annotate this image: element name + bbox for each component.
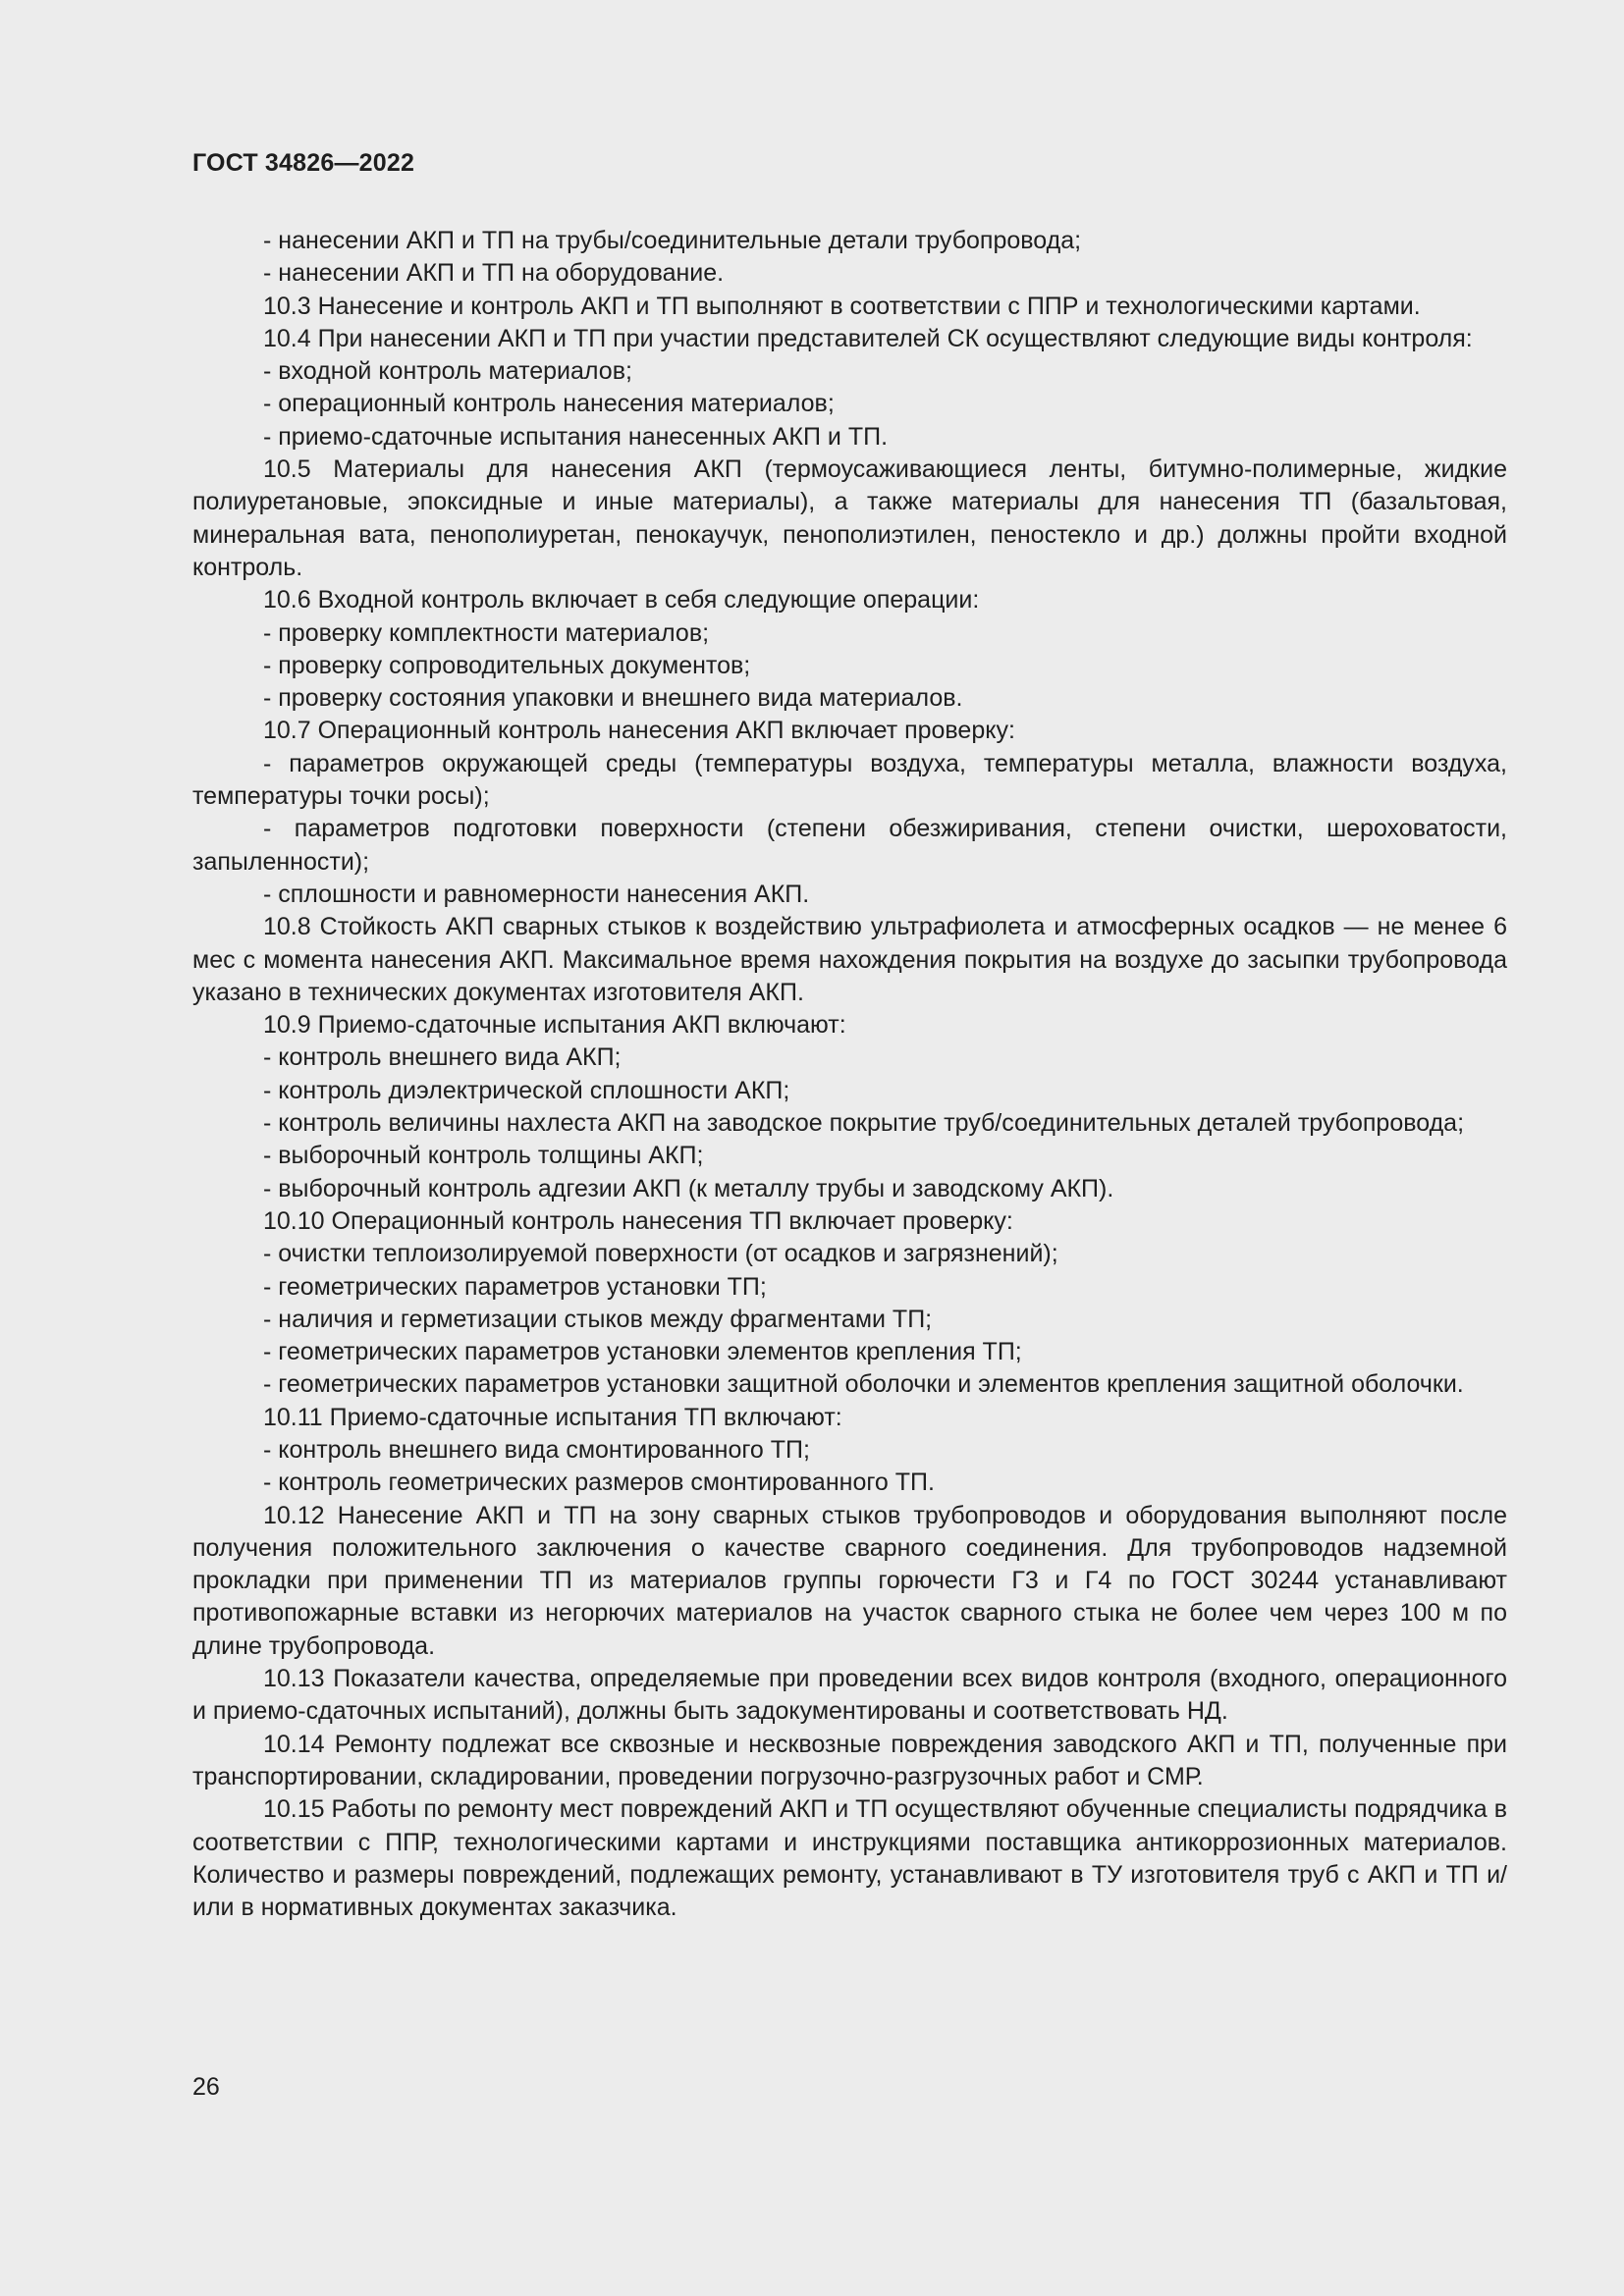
list-item: - выборочный контроль толщины АКП;: [263, 1142, 704, 1170]
list-item: - контроль внешнего вида АКП;: [263, 1043, 622, 1072]
list-item: - параметров окружающей среды (температуры воздуха, температуры металла, влажности воздуха, температуры точки росы);: [192, 749, 1507, 811]
document-body: [192, 225, 1507, 1924]
paragraph: 10.4 При нанесении АКП и ТП при участии представителей СК осуществляют следующие виды контроля:: [263, 324, 1473, 352]
list-item: - очистки теплоизолируемой поверхности (от осадков и загрязнений);: [263, 1240, 1058, 1268]
list-item: - приемо-сдаточные испытания нанесенных АКП и ТП.: [263, 422, 889, 451]
list-item: - проверку состояния упаковки и внешнего вида материалов.: [263, 684, 963, 713]
list-item: - геометрических параметров установки элементов крепления ТП;: [263, 1338, 1022, 1366]
list-item: - входной контроль материалов;: [263, 357, 632, 386]
document-header-title: ГОСТ 34826—2022: [192, 149, 415, 177]
paragraph: 10.7 Операционный контроль нанесения АКП включает проверку:: [263, 717, 1015, 745]
paragraph: 10.10 Операционный контроль нанесения ТП включает проверку:: [263, 1206, 1013, 1235]
paragraph: 10.11 Приемо-сдаточные испытания ТП включают:: [263, 1403, 842, 1431]
list-item: - проверку комплектности материалов;: [263, 618, 710, 647]
list-item: - контроль геометрических размеров смонтированного ТП.: [263, 1468, 935, 1497]
paragraph: 10.5 Материалы для нанесения АКП (термоусаживающиеся ленты, битумно-полимерные, жидкие полиуретановые, эпоксидные и иные материалы), а также материалы для нанесения ТП (базальтовая, минеральная вата, пенополиуретан, пенокаучук, пенополиэтилен, пеностекло и др.) должны пройти входной контроль.: [192, 455, 1507, 581]
list-item: - проверку сопроводительных документов;: [263, 651, 751, 679]
paragraph: 10.12 Нанесение АКП и ТП на зону сварных стыков трубопроводов и оборудования выполняют после получения положительного заключения о качестве сварного соединения. Для трубопроводов надземной прокладки при применении ТП из материалов группы горючести Г3 и Г4 по ГОСТ 30244 устанавливают противопожарные вставки из негорючих материалов на участок сварного стыка не более чем через 100 м по длине трубопровода.: [192, 1501, 1507, 1660]
paragraph: 10.8 Стойкость АКП сварных стыков к воздействию ультрафиолета и атмосферных осадков — не менее 6 мес с момента нанесения АКП. Максимальное время нахождения покрытия на воздухе до засыпки трубопровода указано в технических документах изготовителя АКП.: [192, 913, 1507, 1006]
list-item: - нанесении АКП и ТП на оборудование.: [263, 259, 725, 288]
list-item: - контроль внешнего вида смонтированного ТП;: [263, 1435, 810, 1464]
page-number: 26: [192, 2073, 220, 2101]
list-item: - сплошности и равномерности нанесения АКП.: [263, 880, 810, 908]
list-item: - контроль диэлектрической сплошности АКП;: [263, 1076, 790, 1104]
paragraph: 10.9 Приемо-сдаточные испытания АКП включают:: [263, 1011, 846, 1040]
list-item: - выборочный контроль адгезии АКП (к металлу трубы и заводскому АКП).: [263, 1174, 1114, 1202]
list-item: - геометрических параметров установки защитной оболочки и элементов крепления защитной оболочки.: [263, 1370, 1464, 1399]
list-item: - наличия и герметизации стыков между фрагментами ТП;: [263, 1305, 933, 1333]
list-item: - нанесении АКП и ТП на трубы/соединительные детали трубопровода;: [263, 227, 1082, 254]
list-item: - геометрических параметров установки ТП;: [263, 1272, 767, 1301]
paragraph: 10.13 Показатели качества, определяемые при проведении всех видов контроля (входного, операционного и приемо-сдаточных испытаний), должны быть задокументированы и соответствовать НД.: [192, 1665, 1507, 1726]
paragraph: 10.15 Работы по ремонту мест повреждений АКП и ТП осуществляют обученные специалисты подрядчика в соответствии с ППР, технологическими картами и инструкциями поставщика антикоррозионных материалов. Количество и размеры повреждений, подлежащих ремонту, устанавливают в ТУ изготовителя труб с АКП и ТП и/или в нормативных документах заказчика.: [192, 1795, 1507, 1922]
list-item: - параметров подготовки поверхности (степени обезжиривания, степени очистки, шероховатости, запыленности);: [192, 815, 1507, 876]
paragraph: 10.14 Ремонту подлежат все сквозные и несквозные повреждения заводского АКП и ТП, полученные при транспортировании, складировании, проведении погрузочно-разгрузочных работ и СМР.: [192, 1730, 1507, 1790]
paragraph: 10.3 Нанесение и контроль АКП и ТП выполняют в соответствии с ППР и технологическими картами.: [263, 292, 1421, 320]
list-item: - операционный контроль нанесения материалов;: [263, 390, 835, 418]
paragraph: 10.6 Входной контроль включает в себя следующие операции:: [263, 586, 980, 614]
list-item: - контроль величины нахлеста АКП на заводское покрытие труб/соединительных деталей трубопровода;: [263, 1109, 1465, 1138]
